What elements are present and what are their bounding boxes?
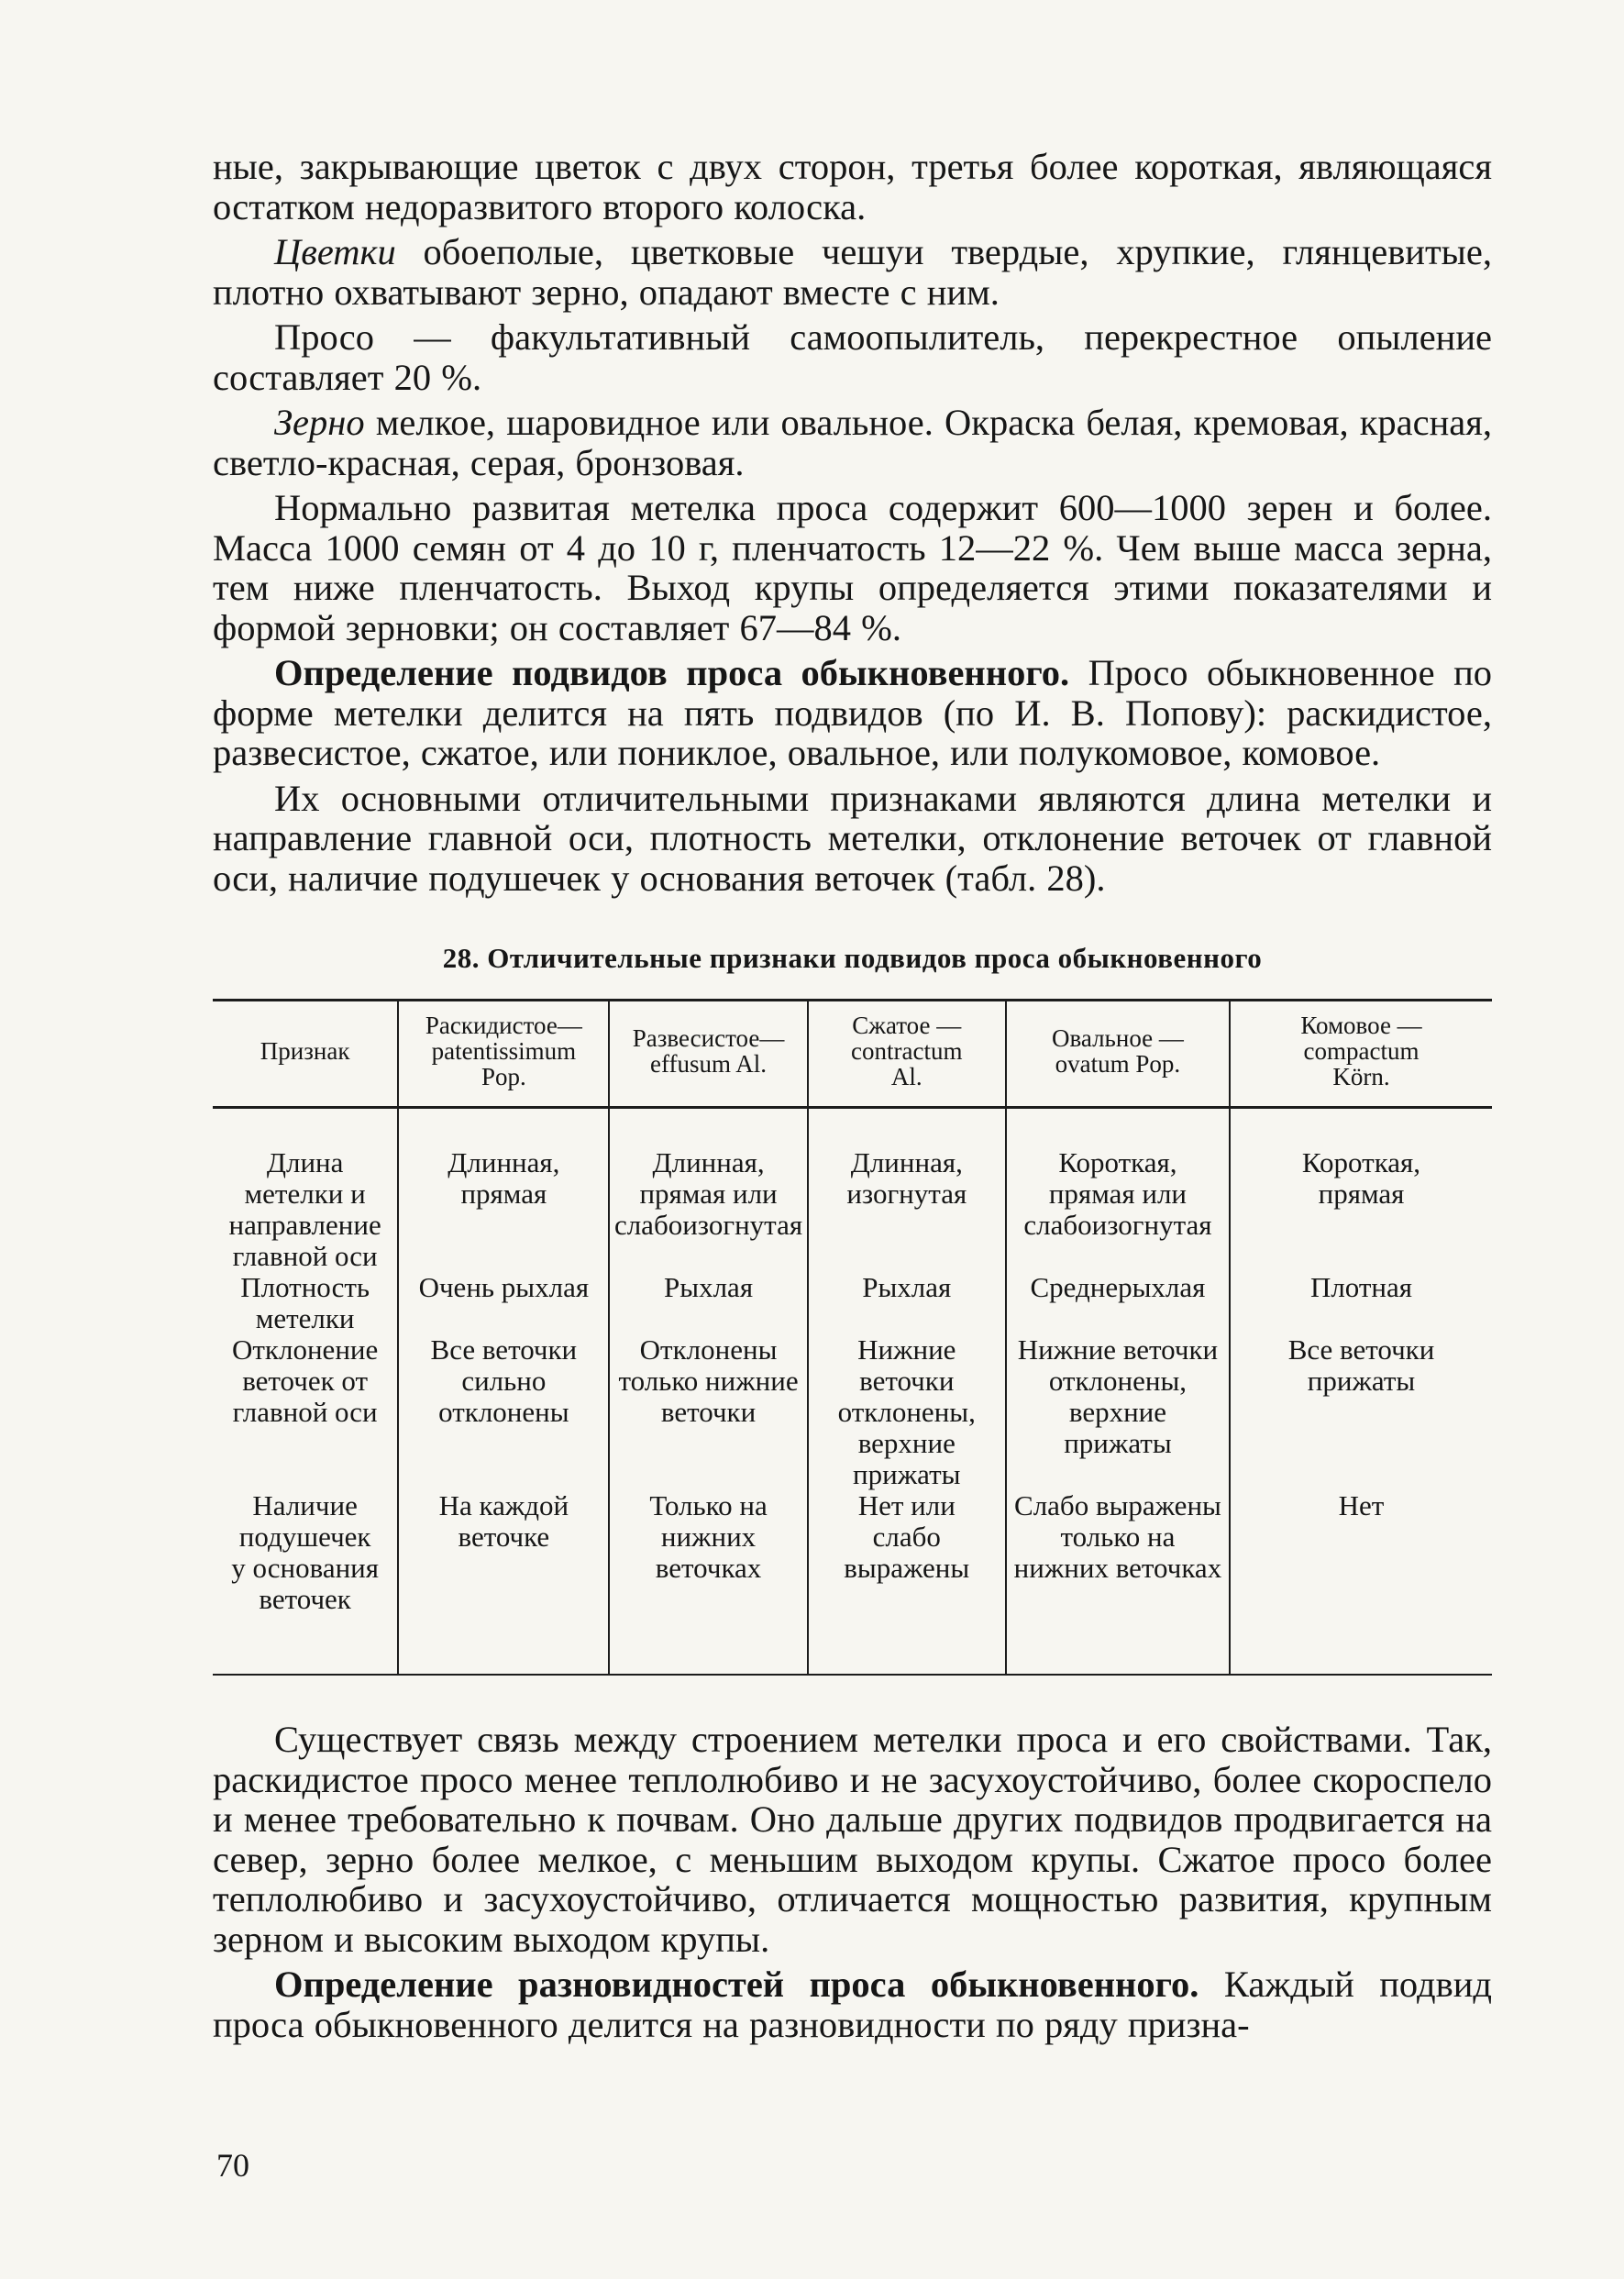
table-header-row: [213, 1001, 1492, 1108]
table-row: [213, 1272, 1492, 1334]
subspecies-table: [213, 999, 1492, 1676]
table-cell: Нет: [1230, 1490, 1492, 1675]
paragraph-subspecies-text: Просо обыкновенное по форме метелки делится на пять подвидов (по И. В. Попову): раскидистое, развесистое, сжатое, или пониклое, овальное, или полукомовое, комовое.: [213, 652, 1492, 773]
paragraph-pollination: Просо — факультативный самоопылитель, перекрестное опыление составляет 20 %.: [213, 316, 1492, 398]
page-content: [213, 147, 1492, 2044]
table-cell: Очень рыхлая: [398, 1272, 609, 1334]
heading-subspecies: Определение подвидов проса обыкновенного.: [274, 652, 1070, 693]
table-cell: Все веточки сильно отклонены: [398, 1334, 609, 1490]
paragraph-relationship: Существует связь между строением метелки проса и его свойствами. Так, раскидистое просо менее теплолюбиво и не засухоустойчиво, более скороспело и менее требовательно к почвам. Оно дальше других подвидов продвигается на север, зерно более мелкое, с меньшим выходом крупы. Сжатое просо более теплолюбиво и засухоустойчиво, отличается мощностью развития, крупным зерном и высоким выходом крупы.: [213, 1719, 1492, 1960]
paragraph-panicle: Нормально развитая метелка проса содержит 600—1000 зерен и более. Масса 1000 семян от 4 до 10 г, пленчатость 12—22 %. Чем выше масса зерна, тем ниже пленчатость. Выход крупы определяется этими показателями и формой зерновки; он составляет 67—84 %.: [213, 487, 1492, 648]
table-cell: Короткая, прямая: [1230, 1108, 1492, 1273]
paragraph-flowers-text: обоеполые, цветковые чешуи твердые, хрупкие, глянцевитые, плотно охватывают зерно, опадают вместе с ним.: [213, 231, 1492, 313]
table-cell: Короткая, прямая или слабоизогнутая: [1006, 1108, 1230, 1273]
table-row: [213, 1334, 1492, 1490]
header-ovatum: Овальное — ovatum Pop.: [1006, 1001, 1230, 1108]
table-cell: Нижние веточки отклонены, верхние прижаты: [808, 1334, 1006, 1490]
table-cell: Среднерыхлая: [1006, 1272, 1230, 1334]
table-cell: Плотность метелки: [240, 1271, 370, 1334]
table-caption: 28. Отличительные признаки подвидов проса обыкновенного: [442, 942, 1263, 974]
table-cell: Отклонение веточек от главной оси: [232, 1333, 379, 1428]
paragraph-varieties: [213, 1964, 1492, 2044]
table-cell: Длинная, прямая или слабоизогнутая: [609, 1108, 807, 1273]
heading-varieties: Определение разновидностей проса обыкновенного.: [274, 1964, 1199, 2005]
table-cell: Длинная, прямая: [398, 1108, 609, 1273]
table-row: [213, 1108, 1492, 1273]
header-compactum: Комовое — compactum Körn.: [1230, 1001, 1492, 1108]
table-cell: Только на нижних веточках: [609, 1490, 807, 1675]
table-cell: Наличие подушечек у основания веточек: [231, 1489, 380, 1615]
paragraph-flowers: [213, 232, 1492, 312]
header-patentissimum: Раскидистое— patentissimum Pop.: [398, 1001, 609, 1108]
table-cell: Длина метелки и направление главной оси: [228, 1146, 381, 1272]
table-cell: Длинная, изогнутая: [808, 1108, 1006, 1273]
table-row: [213, 1490, 1492, 1675]
paragraph-subspecies: [213, 653, 1492, 773]
paragraph-grain: [213, 403, 1492, 482]
table-cell: Нижние веточки отклонены, верхние прижаты: [1006, 1334, 1230, 1490]
paragraph-features: Их основными отличительными признаками являются длина метелки и направление главной оси, плотность метелки, отклонение веточек от главной оси, наличие подушечек у основания веточек (табл. 28).: [213, 777, 1492, 899]
table-cell: На каждой веточке: [398, 1490, 609, 1675]
page-number: 70: [216, 2147, 249, 2184]
header-effusum: Развесистое— effusum Al.: [609, 1001, 807, 1108]
paragraph-continuation: ные, закрывающие цветок с двух сторон, третья более короткая, являющаяся остатком недоразвитого второго колоска.: [213, 146, 1492, 227]
table-cell: Все веточки прижаты: [1230, 1334, 1492, 1490]
header-contractum: Сжатое — contractum Al.: [808, 1001, 1006, 1108]
term-grain: Зерно: [274, 402, 365, 443]
table-cell: Слабо выражены только на нижних веточках: [1006, 1490, 1230, 1675]
table-cell: Рыхлая: [808, 1272, 1006, 1334]
paragraph-varieties-text: Каждый подвид проса обыкновенного делится на разновидности по ряду призна-: [213, 1964, 1492, 2045]
table-cell: Плотная: [1230, 1272, 1492, 1334]
term-flowers: Цветки: [274, 231, 396, 272]
table-cell: Отклонены только нижние веточки: [609, 1334, 807, 1490]
paragraph-grain-text: мелкое, шаровидное или овальное. Окраска белая, кремовая, красная, светло-красная, серая, бронзовая.: [213, 402, 1493, 483]
table-cell: Нет или слабо выражены: [808, 1490, 1006, 1675]
table-cell: Рыхлая: [609, 1272, 807, 1334]
header-feature: Признак: [213, 1001, 398, 1108]
